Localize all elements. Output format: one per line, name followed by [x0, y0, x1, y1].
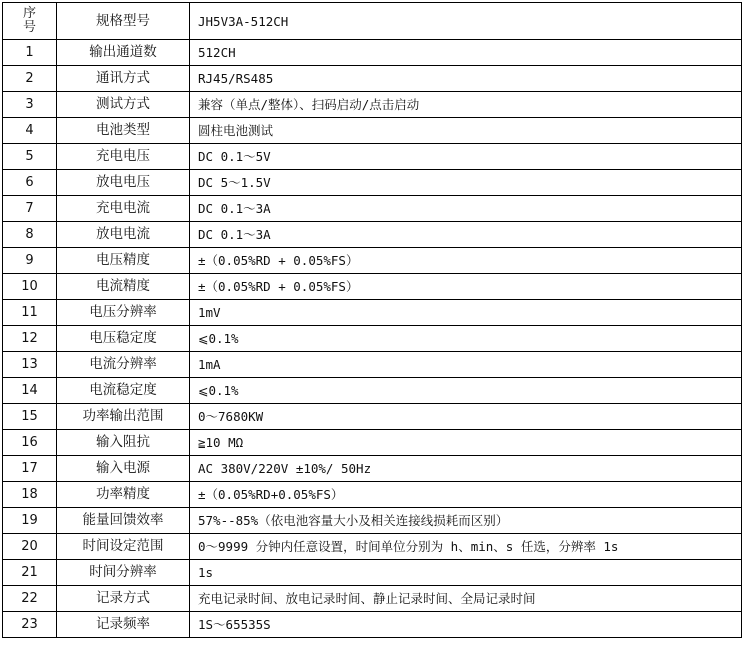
row-no: 16 [3, 430, 57, 456]
table-row [3, 508, 742, 534]
row-value: AC 380V/220V ±10%/ 50Hz [190, 456, 742, 482]
row-value: 兼容（单点/整体）、扫码启动/点击启动 [190, 92, 742, 118]
spec-table-body [3, 3, 742, 638]
row-value: 0～7680KW [190, 404, 742, 430]
row-name: 电流精度 [57, 274, 190, 300]
row-name: 放电电流 [57, 222, 190, 248]
row-no: 17 [3, 456, 57, 482]
row-name: 充电电压 [57, 144, 190, 170]
row-name: 充电电流 [57, 196, 190, 222]
row-no: 11 [3, 300, 57, 326]
row-name: 测试方式 [57, 92, 190, 118]
row-value: DC 0.1～5V [190, 144, 742, 170]
table-row [3, 352, 742, 378]
row-no: 21 [3, 560, 57, 586]
row-no: 18 [3, 482, 57, 508]
row-no: 20 [3, 534, 57, 560]
row-value: ⩽0.1% [190, 326, 742, 352]
row-no: 5 [3, 144, 57, 170]
row-name: 记录频率 [57, 612, 190, 638]
row-name: 电池类型 [57, 118, 190, 144]
header-no-line2: 号 [22, 20, 36, 35]
table-row [3, 170, 742, 196]
row-value: ⩽0.1% [190, 378, 742, 404]
row-name: 输出通道数 [57, 40, 190, 66]
table-row [3, 482, 742, 508]
row-no: 15 [3, 404, 57, 430]
table-row [3, 300, 742, 326]
row-name: 功率输出范围 [57, 404, 190, 430]
row-name: 功率精度 [57, 482, 190, 508]
row-name: 输入电源 [57, 456, 190, 482]
row-value: 1S～65535S [190, 612, 742, 638]
header-value-cell: JH5V3A-512CH [190, 3, 742, 40]
table-row [3, 612, 742, 638]
row-no: 4 [3, 118, 57, 144]
row-no: 22 [3, 586, 57, 612]
row-value: 57%--85%（依电池容量大小及相关连接线损耗而区别） [190, 508, 742, 534]
row-name: 通讯方式 [57, 66, 190, 92]
row-value: ±（0.05%RD + 0.05%FS） [190, 248, 742, 274]
row-no: 8 [3, 222, 57, 248]
table-row [3, 144, 742, 170]
spec-table [2, 2, 742, 638]
table-row [3, 456, 742, 482]
row-value: DC 0.1～3A [190, 222, 742, 248]
row-name: 记录方式 [57, 586, 190, 612]
row-value: 512CH [190, 40, 742, 66]
header-no-line1: 序 [22, 6, 36, 21]
table-row [3, 404, 742, 430]
row-no: 2 [3, 66, 57, 92]
table-row [3, 430, 742, 456]
table-row [3, 560, 742, 586]
row-no: 19 [3, 508, 57, 534]
table-row [3, 326, 742, 352]
row-no: 12 [3, 326, 57, 352]
row-name: 电压稳定度 [57, 326, 190, 352]
row-value: 充电记录时间、放电记录时间、静止记录时间、全局记录时间 [190, 586, 742, 612]
row-value: 0～9999 分钟内任意设置，时间单位分别为 h、min、s 任选，分辨率 1s [190, 534, 742, 560]
row-value: DC 0.1～3A [190, 196, 742, 222]
row-no: 10 [3, 274, 57, 300]
row-value: 圆柱电池测试 [190, 118, 742, 144]
header-name-cell: 规格型号 [57, 3, 190, 40]
row-no: 3 [3, 92, 57, 118]
row-name: 放电电压 [57, 170, 190, 196]
row-value: ±（0.05%RD+0.05%FS） [190, 482, 742, 508]
row-value: 1mV [190, 300, 742, 326]
row-value: DC 5～1.5V [190, 170, 742, 196]
row-no: 6 [3, 170, 57, 196]
row-no: 1 [3, 40, 57, 66]
table-row [3, 248, 742, 274]
table-row [3, 534, 742, 560]
row-value: ±（0.05%RD + 0.05%FS） [190, 274, 742, 300]
table-row [3, 92, 742, 118]
row-value: RJ45/RS485 [190, 66, 742, 92]
row-name: 输入阻抗 [57, 430, 190, 456]
row-name: 电流稳定度 [57, 378, 190, 404]
row-value: 1s [190, 560, 742, 586]
table-row [3, 378, 742, 404]
row-no: 7 [3, 196, 57, 222]
row-no: 14 [3, 378, 57, 404]
row-no: 13 [3, 352, 57, 378]
row-name: 电流分辨率 [57, 352, 190, 378]
row-name: 时间分辨率 [57, 560, 190, 586]
row-name: 电压精度 [57, 248, 190, 274]
row-no: 23 [3, 612, 57, 638]
row-name: 能量回馈效率 [57, 508, 190, 534]
row-value: ≧10 MΩ [190, 430, 742, 456]
table-row [3, 40, 742, 66]
row-value: 1mA [190, 352, 742, 378]
row-name: 时间设定范围 [57, 534, 190, 560]
row-no: 9 [3, 248, 57, 274]
table-row [3, 196, 742, 222]
header-row [3, 3, 742, 40]
table-row [3, 118, 742, 144]
table-row [3, 274, 742, 300]
header-no-cell [3, 3, 57, 40]
table-row [3, 66, 742, 92]
row-name: 电压分辨率 [57, 300, 190, 326]
table-row [3, 222, 742, 248]
table-row [3, 586, 742, 612]
